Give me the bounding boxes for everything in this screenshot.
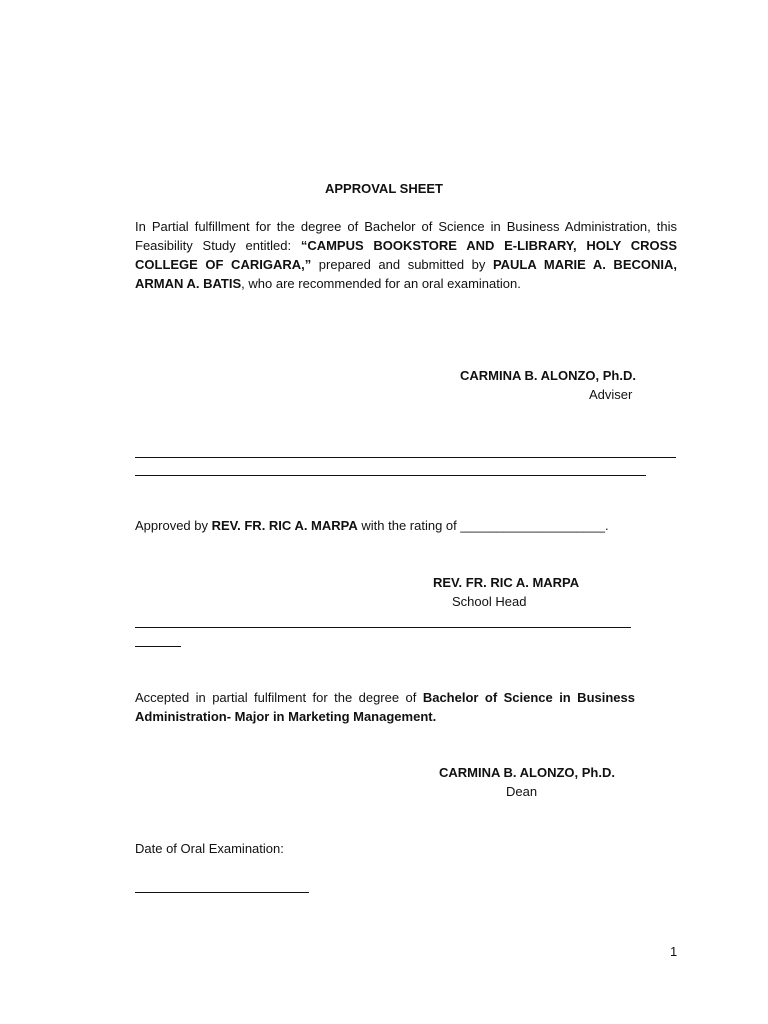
- date-label: Date of Oral Examination:: [135, 841, 284, 856]
- signature-line: [135, 646, 181, 647]
- adviser-name: CARMINA B. ALONZO, Ph.D.: [460, 368, 636, 383]
- approval-suffix: with the rating of: [357, 518, 461, 533]
- date-line: [135, 892, 309, 893]
- study-title: “CAMPUS BOOKSTORE AND E-LIBRARY, HOLY CROSS COLLEGE OF CARIGARA,”: [135, 238, 677, 272]
- school-head-role: School Head: [452, 594, 527, 609]
- signature-line: [135, 475, 646, 476]
- adviser-role: Adviser: [589, 387, 633, 402]
- acceptance-paragraph: [135, 688, 635, 726]
- authors: PAULA MARIE A. BECONIA, ARMAN A. BATIS: [135, 257, 677, 291]
- approval-line: [135, 518, 609, 533]
- approval-prefix: Approved by: [135, 518, 212, 533]
- page-title: APPROVAL SHEET: [325, 181, 443, 196]
- approver-name: REV. FR. RIC A. MARPA: [211, 518, 358, 533]
- signature-line: [135, 457, 676, 458]
- signature-line: [135, 627, 631, 628]
- rating-blank: ____________________: [460, 518, 605, 533]
- intro-text-1: In Partial fulfillment for the degree of Bachelor of Science in Business Administration, this Feasibility Study entitled:: [135, 219, 677, 253]
- degree-name: Bachelor of Science in Business Administration- Major in Marketing Management.: [135, 690, 635, 724]
- intro-text-2: prepared and submitted by: [311, 257, 493, 272]
- intro-paragraph: [135, 217, 677, 293]
- approval-end: .: [605, 518, 609, 533]
- intro-text-3: , who are recommended for an oral examination.: [241, 276, 521, 291]
- dean-role: Dean: [506, 784, 538, 799]
- school-head-name: REV. FR. RIC A. MARPA: [433, 575, 580, 590]
- page-number: 1: [670, 944, 678, 959]
- dean-name: CARMINA B. ALONZO, Ph.D.: [439, 765, 615, 780]
- acceptance-prefix: Accepted in partial fulfilment for the degree of: [135, 690, 423, 705]
